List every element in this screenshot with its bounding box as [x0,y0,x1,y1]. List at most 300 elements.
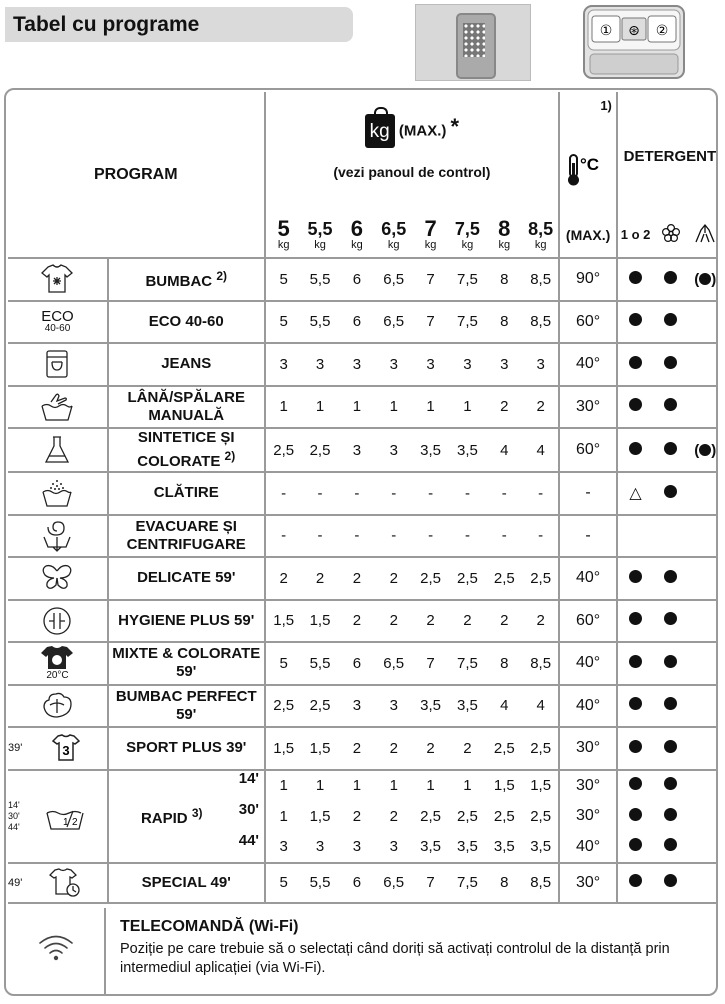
telecomanda-section [8,908,718,996]
load-value [486,727,523,770]
load-value [412,863,449,903]
load-value [302,801,338,832]
load-value-text: 6 [352,270,362,288]
load-value-text: 2 [389,807,398,825]
load-value-text: 2 [500,612,509,630]
load-value [376,863,412,903]
load-value-text: 8,5 [530,270,552,288]
dot-marker [629,398,642,411]
load-unit: kg [498,239,511,251]
eco-icon-sub: 40-60 [44,323,71,335]
program-name [108,301,265,344]
load-value-text: 2,5 [420,569,442,587]
load-value [302,600,338,643]
load-value [449,386,485,429]
load-num: 5 [277,216,290,241]
load-value [376,600,412,643]
load-value [265,770,302,801]
temp-value-text: 30° [575,873,601,891]
program-row [8,727,718,770]
load-value-text: 2 [463,739,472,757]
load-value-text: 2 [536,612,545,630]
rapid-row [8,770,718,801]
detergent-softener [653,832,688,863]
load-value-text: 5,5 [309,313,331,331]
program-name [108,343,265,386]
detergent-liquid [689,258,718,301]
temp-value-text: 40° [575,654,601,672]
rapid-icon [8,770,108,863]
load-value-text: - [317,527,323,545]
load-value [302,301,338,344]
program-row [8,642,718,685]
dot-marker [629,740,642,753]
temp-max-header: (MAX.) [559,212,617,258]
load-value [486,515,523,558]
rapid-time-44: 44' [8,821,20,832]
program-name [108,557,265,600]
load-value-text: 2 [389,739,398,757]
detergent-1-or-2 [617,642,653,685]
butterfly-icon [8,557,108,600]
load-value [412,557,449,600]
load-value [523,472,559,515]
detergent-softener [653,801,688,832]
load-value-text: 3 [315,838,325,855]
load-value-text: 2,5 [493,569,515,587]
temp-value [559,642,617,685]
temp-value-text: 40° [575,355,601,373]
detergent-1-or-2 [617,343,653,386]
temp-value [559,863,617,903]
optional-dot-marker: ( ) [694,441,717,459]
program-row [8,258,718,301]
dot-marker [629,697,642,710]
temp-value [559,801,617,832]
dot-marker [629,655,642,668]
load-value-text: 2,5 [457,807,478,825]
load-value-text: 7,5 [457,654,478,672]
load-value [449,301,485,344]
load-value-text: - [391,484,397,502]
load-value [486,642,523,685]
load-value [523,770,559,801]
load-value [265,301,302,344]
load-value-text: 2 [536,398,545,416]
softener-flower-icon [653,212,688,258]
load-value [376,515,412,558]
load-value-text: 1,5 [530,777,552,794]
load-value-text: 8 [500,654,509,672]
detergent-liquid [689,770,718,801]
temp-value [559,428,617,472]
load-value [449,685,485,728]
load-unit: kg [277,239,290,251]
load-value-text: 3,5 [420,838,442,855]
page-title-bar [5,7,353,42]
load-value-text: 2,5 [493,807,515,825]
load-value [265,832,302,863]
load-value [376,832,412,863]
load-value [412,685,449,728]
load-value-text: 5,5 [309,270,331,288]
mixed-shirt-icon [8,642,108,685]
program-name [108,472,265,515]
icon-caption: 20°C [46,670,69,682]
detergent-1-or-2 [617,801,653,832]
load-value [302,258,338,301]
load-col-5 [265,212,302,258]
temp-value [559,685,617,728]
load-num: 6 [350,216,363,241]
load-value-text: 8 [500,313,509,331]
load-value-text: 2 [315,569,325,587]
load-value [523,727,559,770]
load-value [486,600,523,643]
dot-marker [664,808,677,821]
eco-icon-text: ECO [41,308,74,326]
load-value-text: - [464,484,470,502]
dot-marker [664,838,677,851]
load-value-text: 3 [500,355,509,373]
compartment-1-or-2-header: 1 o 2 [617,212,653,258]
load-value [449,428,485,472]
load-value [338,515,375,558]
load-value [338,832,375,863]
load-value [412,801,449,832]
load-value-text: 7,5 [457,874,478,891]
load-value [338,727,375,770]
dot-marker [629,874,642,887]
program-name-text: EVACUARE ȘI CENTRIFUGARE [126,517,246,553]
load-value [523,557,559,600]
dot-marker [629,442,642,455]
load-value-text: 2 [463,612,472,630]
max-label: (MAX.) [398,122,447,140]
detergent-liquid [689,301,718,344]
load-value-text: 3 [279,838,288,855]
load-value [265,515,302,558]
program-row [8,472,718,515]
load-value-text: 3 [352,441,362,459]
load-value-text: 4 [536,697,545,715]
asterisk: * [450,114,460,139]
detergent-softener [653,863,688,903]
compartment-label-1: ① [599,23,613,39]
detergent-softener [653,386,688,429]
load-value [412,600,449,643]
temp-value [559,770,617,801]
load-value-text: 6,5 [383,270,405,288]
load-value-text: 1 [463,777,472,794]
load-value [376,642,412,685]
load-value-text: 2 [352,807,362,825]
load-value [486,428,523,472]
load-value [449,515,485,558]
program-note: 3) [191,806,203,820]
program-name-text: BUMBAC [145,273,213,291]
load-value [523,801,559,832]
load-value [302,863,338,903]
program-name-text: RAPID [140,810,188,827]
load-num: 7 [424,216,437,241]
rinse-icon [8,472,108,515]
load-value-text: 2,5 [493,739,515,757]
load-value [486,801,523,832]
rapid-time-label: 30' [238,801,259,818]
load-value-text: 1,5 [309,807,331,825]
load-value-text: - [354,484,360,502]
load-value-text: 8 [500,874,509,891]
load-value [523,832,559,863]
load-value [302,642,338,685]
detergent-compartment-image [580,4,688,80]
detergent-liquid [689,685,718,728]
load-value [265,863,302,903]
program-name [108,863,265,903]
load-value [265,258,302,301]
temp-value-text: 40° [575,837,601,855]
load-value [486,770,523,801]
load-col-7 [412,212,449,258]
load-value [265,685,302,728]
load-value [486,832,523,863]
load-value-text: 2 [389,612,398,630]
load-value-text: - [428,484,434,502]
icon-prefix: 39' [8,742,23,755]
load-value-text: 4 [500,441,509,459]
load-value-text: 7,5 [457,270,478,288]
detergent-softener [653,472,688,515]
load-value-text: 2,5 [273,697,295,715]
load-value [265,727,302,770]
load-num: 7,5 [454,219,480,239]
load-value-text: 6,5 [383,313,405,331]
program-name [108,386,265,429]
load-value [449,472,485,515]
detergent-1-or-2 [617,832,653,863]
load-value-text: 7 [426,313,435,331]
cotton-flower-icon [8,685,108,728]
compartment-label-2: ② [655,23,669,39]
load-value [265,801,302,832]
load-value-text: 3,5 [420,697,442,715]
load-value [486,301,523,344]
program-name-text: SINTETICE ȘI COLORATE [137,429,235,470]
temp-value [559,600,617,643]
load-value [449,801,485,832]
svg-text:3: 3 [62,743,70,759]
temp-value [559,386,617,429]
dot-marker [629,808,642,821]
load-value-text: - [501,527,507,545]
load-value-text: 4 [500,697,509,715]
temp-value-text: 40° [575,696,601,714]
rapid-time-label: 44' [238,832,259,849]
load-value-text: 3 [389,441,398,459]
load-value-text: 7 [426,654,435,672]
program-name [108,258,265,301]
load-value-text: 2,5 [530,739,552,757]
rapid-time-14: 14' [8,799,20,810]
load-value-text: 2,5 [530,807,552,825]
dot-marker [629,271,642,284]
cotton-shirt-icon [8,258,108,301]
load-value [412,301,449,344]
load-value [412,642,449,685]
load-value [486,685,523,728]
dot-marker [664,697,677,710]
dot-marker [629,838,642,851]
dot-marker [664,655,677,668]
detergent-liquid [689,832,718,863]
program-name-text: MIXTE & COLORATE 59' [112,645,261,681]
load-value [376,386,412,429]
load-value-text: 3 [389,697,398,715]
load-value-text: - [501,484,507,502]
special-icon [8,863,108,903]
temp-value [559,301,617,344]
load-unit: kg [461,239,474,251]
load-value [449,727,485,770]
dot-marker [629,356,642,369]
temp-value-text: 60° [575,611,601,629]
temp-value-text: - [585,526,591,544]
dot-marker [664,356,677,369]
load-value-text: 8,5 [530,874,552,891]
load-value [412,515,449,558]
optional-dot-marker: ( ) [694,270,717,288]
detergent-liquid [689,428,718,472]
load-value-text: 3,5 [420,441,442,459]
load-value [412,770,449,801]
detergent-1-or-2 [617,428,653,472]
program-name-text: BUMBAC PERFECT 59' [115,687,257,723]
temp-header [559,92,617,212]
eco-icon [8,301,108,344]
load-col-7-5 [449,212,485,258]
load-value-text: 2,5 [420,807,442,825]
load-value-text: 8,5 [530,313,552,331]
program-table [8,92,718,904]
load-value-text: 7 [426,874,435,891]
program-name-text: SPECIAL 49' [141,873,231,891]
load-value [302,428,338,472]
detergent-softener [653,685,688,728]
program-row [8,685,718,728]
load-num: 5,5 [307,219,333,239]
load-unit: kg [314,239,326,251]
load-value-text: 3,5 [530,838,552,855]
load-value [376,727,412,770]
load-value-text: 1,5 [309,739,331,757]
load-num: 6,5 [381,219,407,239]
load-value [338,343,375,386]
load-value-text: 6 [352,654,362,672]
load-value [523,258,559,301]
load-value-text: 7,5 [457,313,478,331]
load-value-text: 3 [463,355,472,373]
load-value-text: 1 [279,807,288,825]
load-value [376,428,412,472]
load-value [449,770,485,801]
detergent-1-or-2 [617,515,653,558]
load-value-text: 2,5 [273,441,295,459]
load-value [523,428,559,472]
temp-value [559,343,617,386]
handwash-icon [8,386,108,429]
detergent-1-or-2 [617,472,653,515]
load-value [302,515,338,558]
load-value [523,343,559,386]
load-value-text: 3 [315,355,325,373]
load-value [338,472,375,515]
load-value [302,727,338,770]
load-value [412,472,449,515]
load-value-text: 1 [389,398,398,416]
load-col-6 [338,212,375,258]
load-value [376,770,412,801]
program-name [108,642,265,685]
load-value [338,557,375,600]
load-value-text: 2,5 [309,697,331,715]
temp-note: 1) [600,98,612,113]
load-value [523,642,559,685]
load-value-text: 2 [352,739,362,757]
load-value-text: 3,5 [457,441,478,459]
temp-value-text: 30° [575,776,601,794]
load-value-text: 5,5 [309,654,331,672]
dot-marker [629,570,642,583]
temp-value [559,258,617,301]
temp-value-text: 60° [575,312,601,330]
detergent-softener [653,515,688,558]
detergent-liquid [689,600,718,643]
footer-divider [104,908,106,996]
panel-note: (vezi panoul de control) [333,164,491,180]
load-value [412,343,449,386]
detergent-liquid [689,863,718,903]
sport-icon [8,727,108,770]
load-num: 8 [498,216,511,241]
load-value-text: - [281,484,287,502]
load-value [338,770,375,801]
load-value [486,386,523,429]
load-value-text: 3 [352,838,362,855]
detergent-softener [653,600,688,643]
load-value-text: 5 [279,654,288,672]
load-value-text: 3,5 [457,838,478,855]
load-value-text: 8 [500,270,509,288]
program-name-text: JEANS [161,355,212,373]
load-value-text: 5 [279,270,288,288]
detergent-1-or-2 [617,727,653,770]
load-value [412,258,449,301]
dot-marker [629,612,642,625]
load-value-text: - [538,527,544,545]
load-value-text: 1 [279,777,288,794]
detergent-liquid [689,386,718,429]
svg-text:2: 2 [71,817,78,828]
load-value-text: 3 [279,355,288,373]
load-value-text: 2 [426,612,435,630]
load-value [523,301,559,344]
svg-text:1: 1 [62,817,69,828]
load-value [412,428,449,472]
rapid-time-labels [214,763,259,856]
load-value-text: - [354,527,360,545]
load-value [302,472,338,515]
